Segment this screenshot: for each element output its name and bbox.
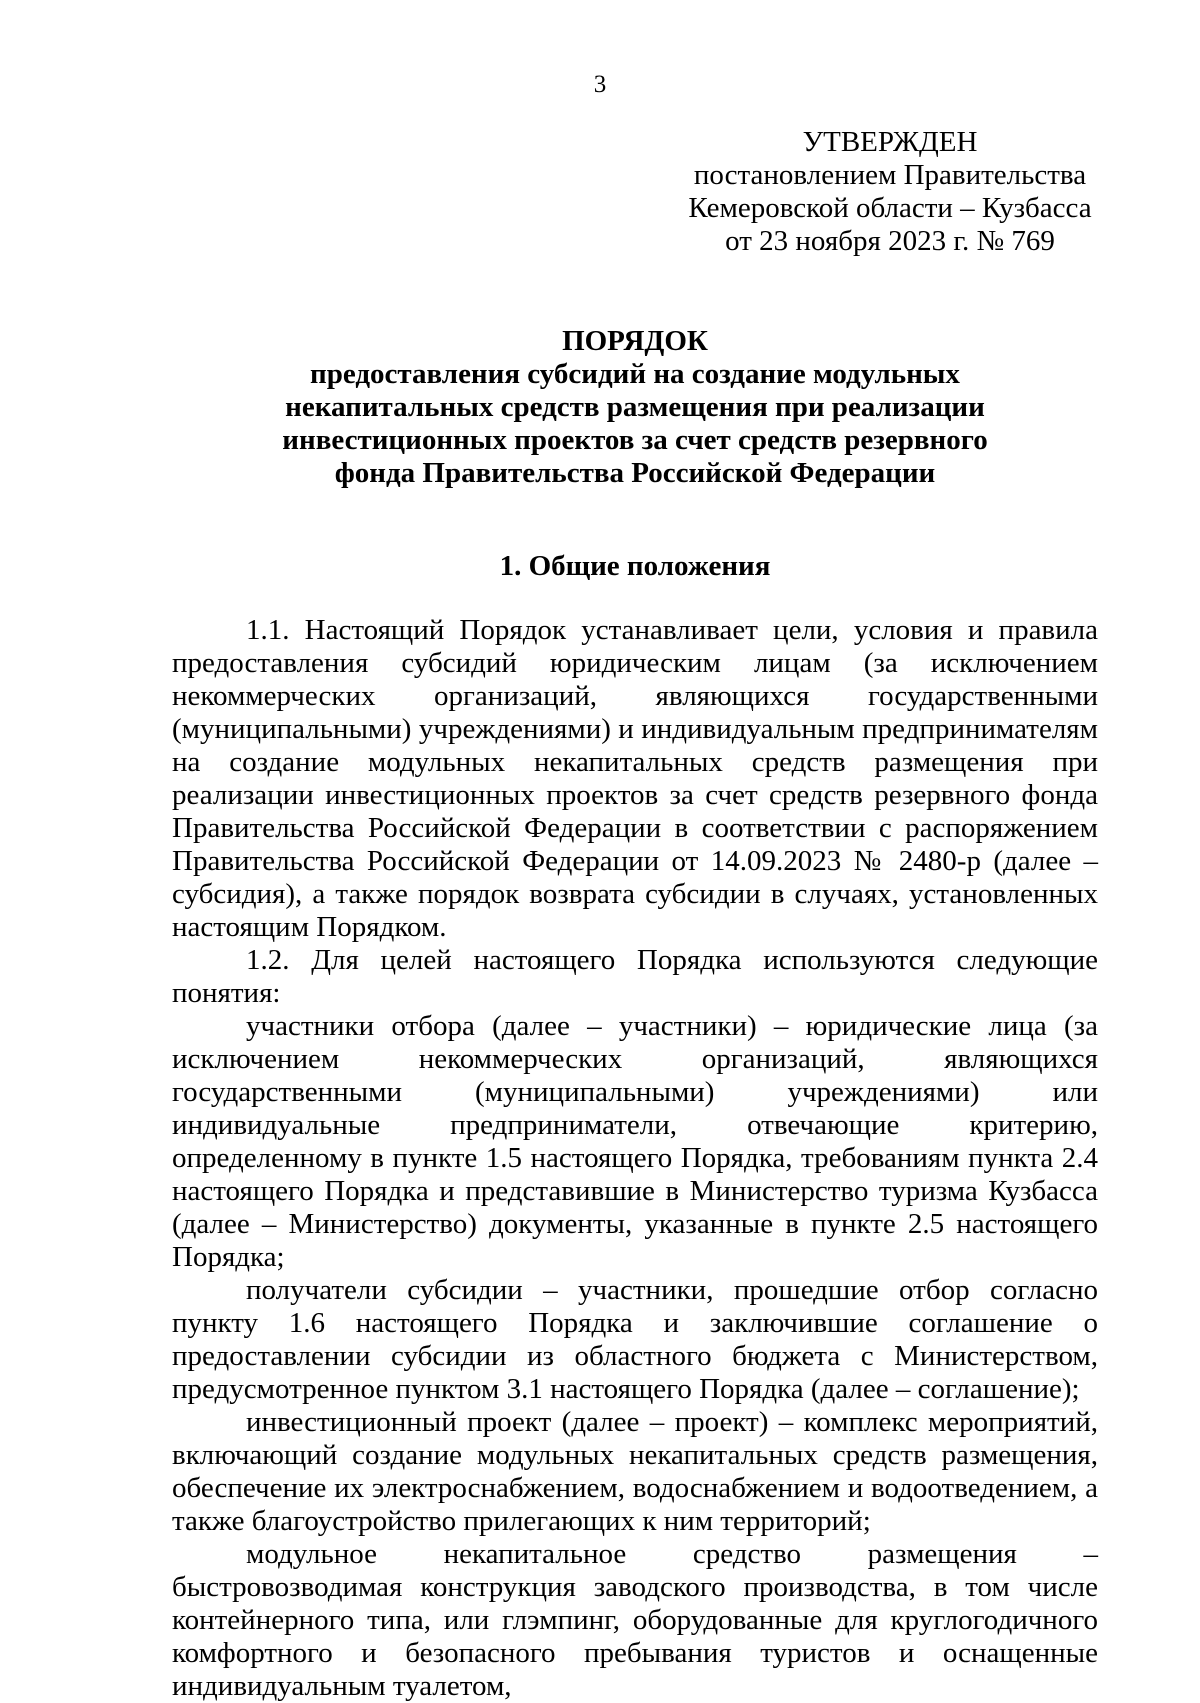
title-line: фонда Правительства Российской Федерации: [334, 457, 936, 489]
approval-line: постановлением Правительства: [693, 159, 1087, 191]
paragraph: участники отбора (далее – участники) – юридические лица (за исключением некоммерческих организаций, являющихся государственными (муниципальными) учреждениями) или индивидуальные предприниматели, отвечающие критерию, определенному в пункте 1.5 настоящего Порядка, требованиям пункта 2.4 настоящего Порядка и представившие в Министерство туризма Кузбасса (далее – Министерство) документы, указанные в пункте 2.5 настоящего Порядка;: [172, 1010, 1098, 1273]
paragraph: 1.2. Для целей настоящего Порядка используются следующие понятия:: [172, 944, 1098, 1009]
title-heading: ПОРЯДОК: [562, 325, 708, 357]
section-body: [172, 614, 1098, 1703]
page-number: 3: [593, 71, 607, 98]
approval-line: УТВЕРЖДЕН: [802, 126, 978, 158]
title-line: инвестиционных проектов за счет средств резервного: [282, 424, 988, 456]
paragraph: получатели субсидии – участники, прошедшие отбор согласно пункту 1.6 настоящего Порядка и заключившие соглашение о предоставлении субсидии из областного бюджета с Министерством, предусмотренное пунктом 3.1 настоящего Порядка (далее – соглашение);: [172, 1274, 1098, 1405]
approval-line: Кемеровской области – Кузбасса: [688, 192, 1092, 224]
title-line: некапитальных средств размещения при реализации: [285, 391, 985, 423]
paragraph: модульное некапитальное средство размещения – быстровозводимая конструкция заводского производства, в том числе контейнерного типа, или глэмпинг, оборудованные для круглогодичного комфортного и безопасного пребывания туристов и оснащенные индивидуальным туалетом,: [172, 1538, 1098, 1702]
paragraph: 1.1. Настоящий Порядок устанавливает цели, условия и правила предоставления субсидий юридическим лицам (за исключением некоммерческих организаций, являющихся государственными (муниципальными) учреждениями) и индивидуальным предпринимателям на создание модульных некапитальных средств размещения при реализации инвестиционных проектов за счет средств резервного фонда Правительства Российской Федерации в соответствии с распоряжением Правительства Российской Федерации от 14.09.2023 № 2480-р (далее – субсидия), а также порядок возврата субсидии в случаях, установленных настоящим Порядком.: [172, 614, 1098, 943]
section-heading: 1. Общие положения: [499, 550, 771, 582]
document-title: [170, 325, 1100, 490]
title-line: предоставления субсидий на создание модульных: [310, 358, 960, 390]
approval-line: от 23 ноября 2023 г. № 769: [725, 225, 1055, 257]
approval-stamp: [660, 126, 1120, 258]
paragraph: инвестиционный проект (далее – проект) – комплекс мероприятий, включающий создание модульных некапитальных средств размещения, обеспечение их электроснабжением, водоснабжением и водоотведением, а также благоустройство прилегающих к ним территорий;: [172, 1406, 1098, 1537]
